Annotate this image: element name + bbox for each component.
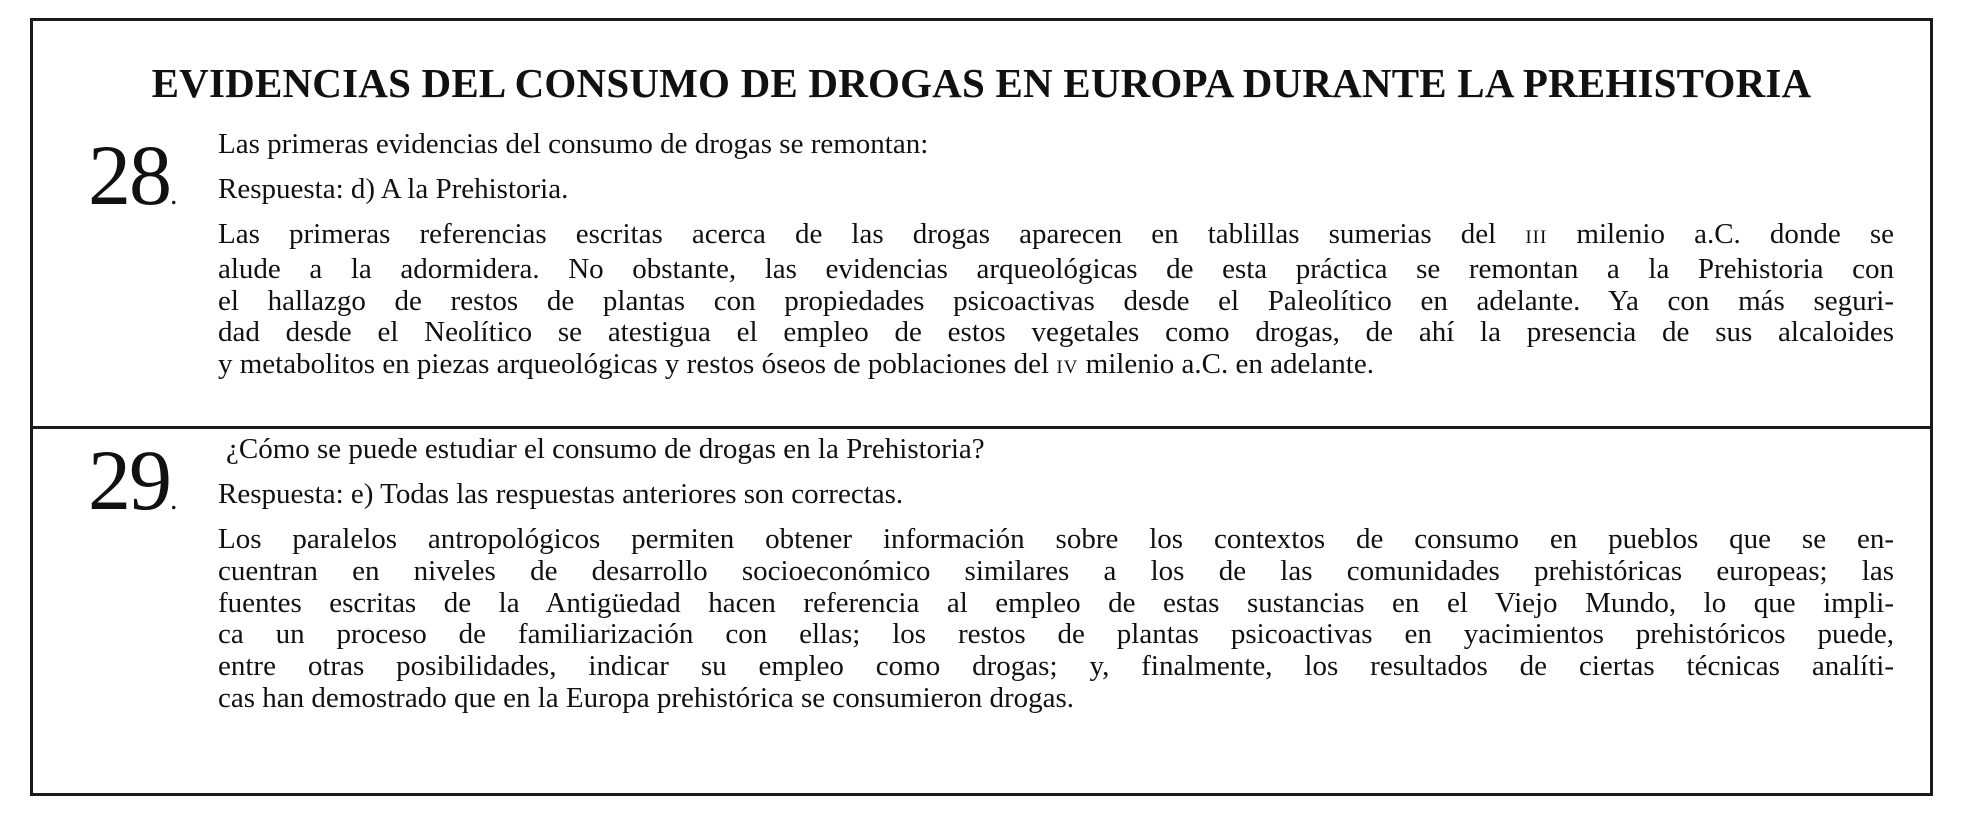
document-frame [30,18,1933,796]
explanation-text [218,524,1894,715]
explanation-line: cuentran en niveles de desarrollo socioeconómico similares a los de las comunidades prehistóricas europeas; las [218,554,1894,587]
explanation-line: Las primeras referencias escritas acerca de las drogas aparecen en tablillas sumerias del III milenio a.C. donde se [218,218,1895,250]
question-text: Las primeras evidencias del consumo de drogas se remontan: [218,128,929,160]
explanation-line: ca un proceso de familiarización con ellas; los restos de plantas psicoactivas en yacimientos prehistóricos puede, [218,618,1894,651]
question-content [218,126,1894,384]
explanation-line: alude a la adormidera. No obstante, las evidencias arqueológicas de esta práctica se remontan a la Prehistoria con [218,252,1894,285]
question-content [218,431,1894,715]
page-title: EVIDENCIAS DEL CONSUMO DE DROGAS EN EUROPA DURANTE LA PREHISTORIA [151,60,1812,106]
answer-text: Respuesta: d) A la Prehistoria. [218,173,569,205]
explanation-line: el hallazgo de restos de plantas con propiedades psicoactivas desde el Paleolítico en adelante. Ya con más seguri- [218,284,1894,317]
question-number: 28. [88,127,178,223]
explanation-line: Los paralelos antropológicos permiten obtener información sobre los contextos de consumo en pueblos que se en- [218,523,1894,555]
explanation-line: fuentes escritas de la Antigüedad hacen referencia al empleo de estas sustancias en el Viejo Mundo, lo que impli- [218,586,1894,619]
explanation-text [218,219,1894,384]
question-block-29 [33,431,1930,796]
answer-text: Respuesta: e) Todas las respuestas anteriores son correctas. [218,478,904,510]
explanation-line: cas han demostrado que en la Europa prehistórica se consumieron drogas. [218,681,1075,714]
question-number: 29. [88,432,178,528]
question-text: ¿Cómo se puede estudiar el consumo de drogas en la Prehistoria? [226,433,985,465]
explanation-line: dad desde el Neolítico se atestigua el empleo de estos vegetales como drogas, de ahí la presencia de sus alcaloides [218,316,1894,349]
explanation-line: entre otras posibilidades, indicar su empleo como drogas; y, finalmente, los resultados de ciertas técnicas analíti- [218,650,1894,683]
question-block-28 [33,126,1930,428]
section-divider [33,426,1930,429]
explanation-line: y metabolitos en piezas arqueológicas y restos óseos de poblaciones del IV milenio a.C. en adelante. [218,348,1374,381]
